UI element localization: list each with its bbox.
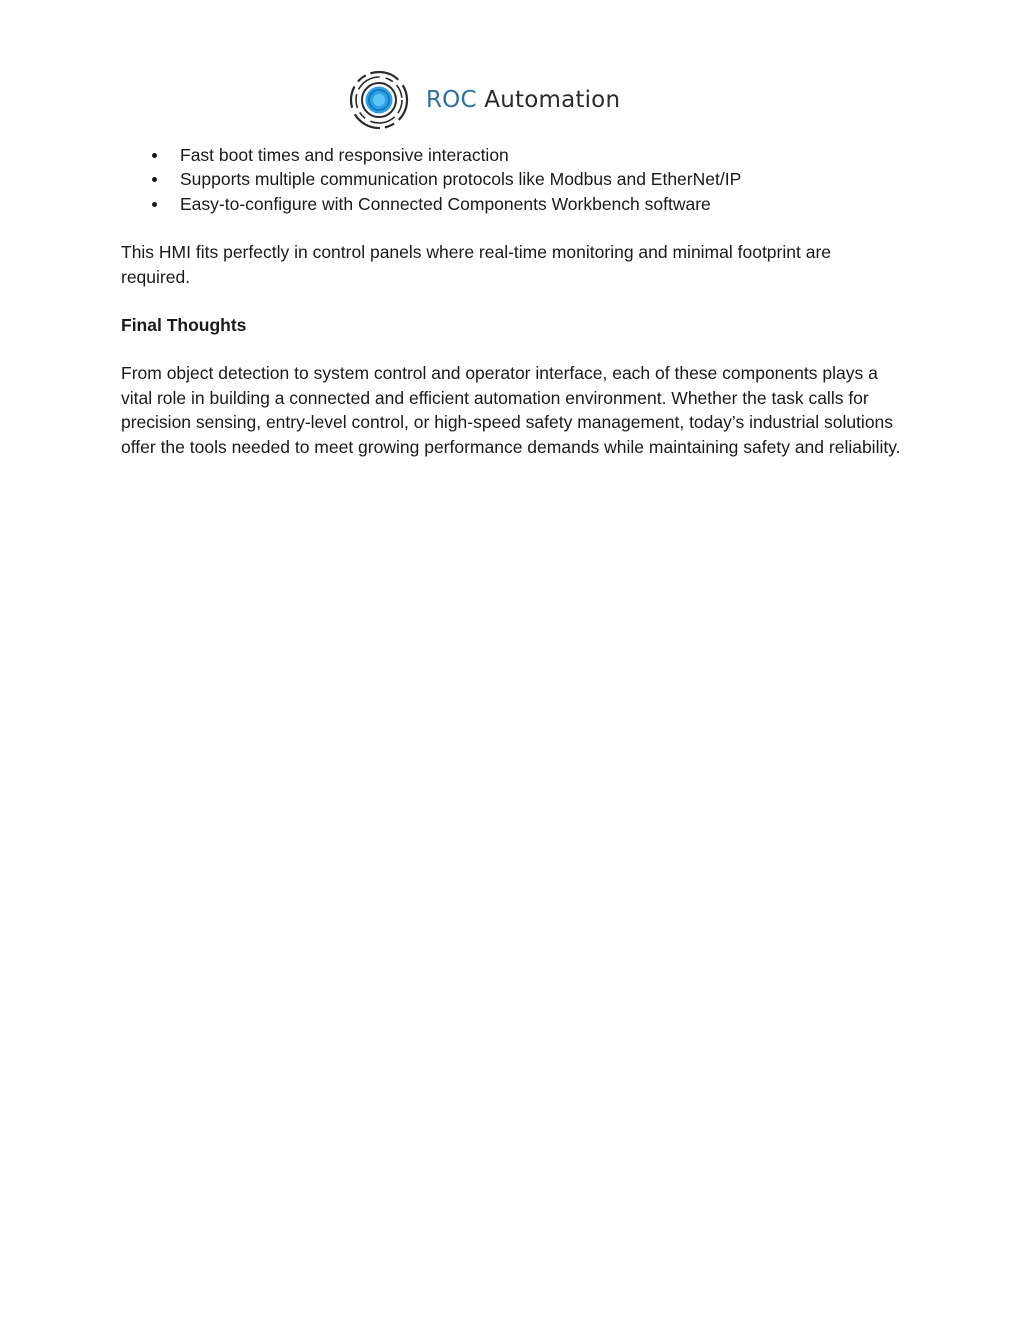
list-item [121,143,901,167]
list-item [121,192,901,216]
logo-wordmark [426,86,621,113]
bullet-icon [152,177,157,182]
document-body [121,143,901,459]
feature-list [121,143,901,216]
list-item-text: Fast boot times and responsive interaction [180,145,509,165]
section-heading: Final Thoughts [121,315,247,336]
bullet-icon [152,153,157,158]
roc-logo-icon [348,69,410,131]
final-thoughts-paragraph: From object detection to system control and operator interface, each of these components plays a vital role in building a connected and efficient automation environment. Whether the task calls for precision sensing, entry-level control, or high-speed safety management, today’s industrial solutions offer the tools needed to meet growing performance demands while maintaining safety and reliability. [121,363,901,457]
logo-text-automation: Automation [484,86,621,113]
company-logo [348,69,620,131]
list-item [121,167,901,191]
list-item-text: Easy-to-configure with Connected Components Workbench software [180,193,711,214]
hmi-summary-paragraph: This HMI fits perfectly in control panels where real-time monitoring and minimal footprint are required. [121,242,832,287]
logo-text-roc: ROC [426,86,477,113]
list-item-text: Supports multiple communication protocols like Modbus and EtherNet/IP [180,169,742,190]
bullet-icon [152,202,157,207]
